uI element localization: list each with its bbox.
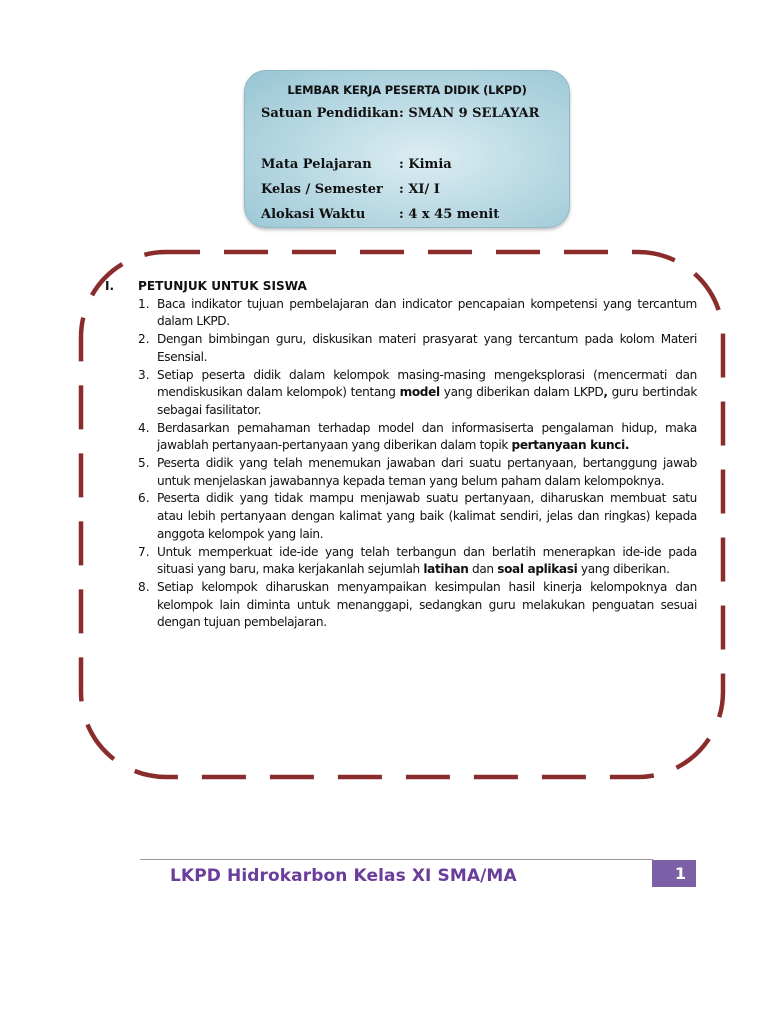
info-label: Mata Pelajaran	[261, 157, 372, 172]
item-text: Dengan bimbingan guru, diskusikan materi prasyarat yang tercantum pada kolom Materi Esensial.	[157, 332, 697, 364]
item-number: 4.	[138, 420, 150, 435]
emphasis-text: ,	[603, 385, 608, 400]
item-text: Setiap peserta didik dalam kelompok masing-masing mengeksplorasi (mencermati dan mendiskusikan dalam kelompok) tentang model yang diberikan dalam LKPD, guru bertindak sebagai fasilitator.	[157, 367, 697, 417]
item-number: 7.	[138, 544, 150, 559]
info-label: Alokasi Waktu	[261, 207, 366, 222]
emphasis-text: pertanyaan kunci.	[511, 438, 630, 453]
emphasis-text: latihan	[423, 562, 469, 577]
item-text: Peserta didik yang telah menemukan jawaban dari suatu pertanyaan, bertanggung jawab untuk menjelaskan jawabannya kepada teman yang belum paham dalam kelompoknya.	[157, 456, 697, 488]
info-label: Satuan Pendidikan	[261, 106, 399, 121]
item-number: 2.	[138, 332, 150, 347]
instructions-section	[105, 278, 697, 632]
item-number: 6.	[138, 491, 150, 506]
section-title: PETUNJUK UNTUK SISWA	[138, 279, 307, 293]
item-number: 1.	[138, 296, 150, 311]
item-text: Berdasarkan pemahaman terhadap model dan informasiserta pengalaman hidup, maka jawablah pertanyaan-pertanyaan yang diberikan dalam topik pertanyaan kunci.	[157, 420, 697, 453]
item-text: Baca indikator tujuan pembelajaran dan indicator pencapaian kompetensi yang tercantum dalam LKPD.	[157, 296, 697, 329]
page-number-badge: 1	[652, 860, 696, 887]
info-value: : XI/ I	[399, 182, 440, 197]
info-value: : 4 x 45 menit	[399, 207, 500, 222]
item-number: 8.	[138, 579, 150, 594]
info-label: Kelas / Semester	[261, 182, 383, 197]
item-text: Untuk memperkuat ide-ide yang telah terbangun dan berlatih menerapkan ide-ide pada situasi yang baru, maka kerjakanlah sejumlah latihan dan soal aplikasi yang diberikan.	[157, 544, 697, 577]
instruction-item	[138, 544, 697, 579]
item-number: 5.	[138, 456, 150, 471]
info-value: : Kimia	[399, 157, 452, 172]
info-value: : SMAN 9 SELAYAR	[399, 106, 540, 121]
item-text: Setiap kelompok diharuskan menyampaikan kesimpulan hasil kinerja kelompoknya dan kelompok lain diminta untuk menanggapi, sedangkan guru melakukan penguatan sesuai dengan tujuan pembelajaran.	[157, 579, 697, 630]
instruction-item	[138, 420, 697, 455]
emphasis-text: model	[399, 385, 440, 400]
instruction-list	[105, 296, 697, 632]
item-text: Peserta didik yang tidak mampu menjawab suatu pertanyaan, diharuskan membuat satu atau lebih pertanyaan dengan kalimat yang baik (kalimat sendiri, jelas dan ringkas) kepada anggota kelompok yang lain.	[157, 491, 697, 541]
instruction-item	[138, 490, 697, 543]
lkpd-title: LEMBAR KERJA PESERTA DIDIK (LKPD)	[287, 83, 527, 97]
footer-title: LKPD Hidrokarbon Kelas XI SMA/MA	[170, 866, 517, 886]
section-number: I.	[105, 279, 115, 293]
emphasis-text: soal aplikasi	[497, 562, 578, 577]
instruction-item	[138, 455, 697, 490]
instruction-item	[138, 296, 697, 331]
footer-divider	[140, 859, 653, 860]
instruction-item	[138, 367, 697, 420]
item-number: 3.	[138, 367, 150, 382]
section-heading	[105, 278, 697, 296]
instruction-item	[138, 579, 697, 632]
instruction-item	[138, 331, 697, 366]
